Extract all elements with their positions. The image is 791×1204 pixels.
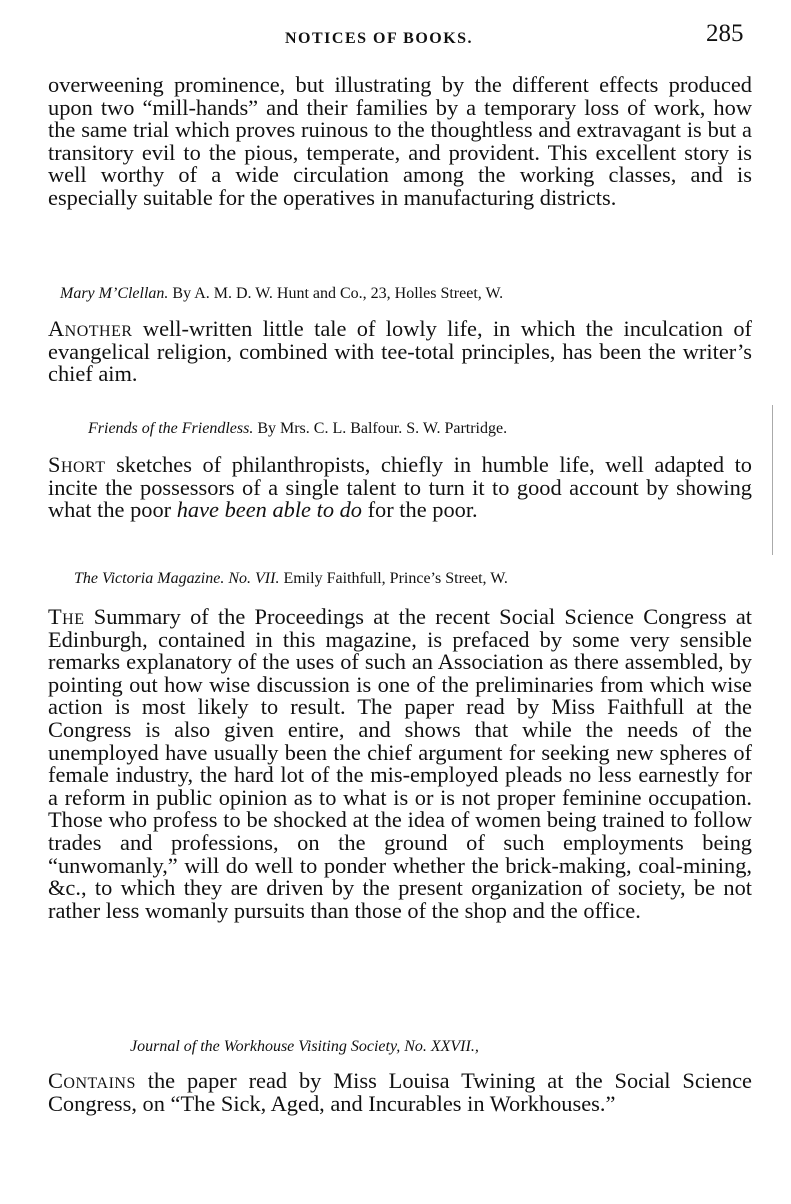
book-title: Journal of the Workhouse Visiting Society, No. XXVII., <box>130 1038 479 1055</box>
paragraph-text: Summary of the Proceedings at the recent Social Science Congress at Edinburgh, contained in this magazine, is prefaced by some very sensible remarks explanatory of the uses of such an Association as there assembled, by pointing out how wise discussion is one of the preliminaries from which wise action is most likely to result. The paper read by Miss Faithfull at the Congress is also given entire, and shows that while the needs of the unemployed have usually been the chief argument for seeking new spheres of female industry, the hard lot of the mis-employed pleads no less earnestly for a reform in public opinion as to what is or is not proper feminine occupation. Those who profess to be shocked at the idea of women being trained to follow trades and professions, on the ground of such employments being “unwomanly,” will do well to ponder whether the brick-making, coal-mining, &c., to which they are driven by the present organization of society, be not rather less womanly pursuits than those of the shop and the office. <box>48 604 752 923</box>
paragraph-text-end: for the poor. <box>362 497 478 523</box>
notice-paragraph-victoria-magazine <box>48 606 752 922</box>
lead-word: Short <box>48 452 106 477</box>
lead-word: The <box>48 604 85 629</box>
book-publisher: By Mrs. C. L. Balfour. S. W. Partridge. <box>257 420 508 437</box>
book-title: Mary M’Clellan. <box>60 285 169 302</box>
italic-phrase: have been able to do <box>176 497 362 523</box>
notice-title-friends-of-the-friendless <box>88 420 791 438</box>
lead-word: Contains <box>48 1068 136 1093</box>
running-head: NOTICES OF BOOKS. <box>285 30 474 47</box>
book-title: Friends of the Friendless. <box>88 420 254 437</box>
notice-paragraph-workhouse-journal <box>48 1070 752 1115</box>
paragraph-text: the paper read by Miss Louisa Twining at the Social Science Congress, on “The Sick, Aged, and Incurables in Workhouses.” <box>48 1068 752 1116</box>
lead-word: Another <box>48 316 133 341</box>
page-number: 285 <box>706 20 744 47</box>
notice-paragraph-mary-mcclellan <box>48 318 752 386</box>
notice-paragraph-friends-of-the-friendless <box>48 454 752 522</box>
notice-title-victoria-magazine <box>74 570 791 588</box>
notice-title-mary-mcclellan <box>60 285 780 303</box>
page-header <box>0 18 791 58</box>
margin-rule <box>772 405 773 555</box>
book-title: The Victoria Magazine. No. VII. <box>74 570 280 587</box>
notice-title-workhouse-journal <box>130 1038 791 1056</box>
paragraph-text: well-written little tale of lowly life, in which the inculcation of evangelical religion, combined with tee-total principles, has been the writer’s chief aim. <box>48 316 752 387</box>
continuation-paragraph <box>48 74 752 210</box>
paragraph-text: overweening prominence, but illustrating by the different effects produced upon two “mill-hands” and their families by a temporary loss of work, how the same trial which proves ruinous to the thoughtless and extravagant is but a transitory evil to the pious, temperate, and provident. This excellent story is well worthy of a wide circulation among the working classes, and is especially suitable for the operatives in manufacturing districts. <box>48 72 752 210</box>
book-publisher: By A. M. D. W. Hunt and Co., 23, Holles Street, W. <box>172 285 504 302</box>
book-publisher: Emily Faithfull, Prince’s Street, W. <box>283 570 508 587</box>
paragraph-text: sketches of philanthropists, chiefly in humble life, well adapted to incite the possessors of a single talent to turn it to good account by showing what the poor <box>48 452 752 523</box>
